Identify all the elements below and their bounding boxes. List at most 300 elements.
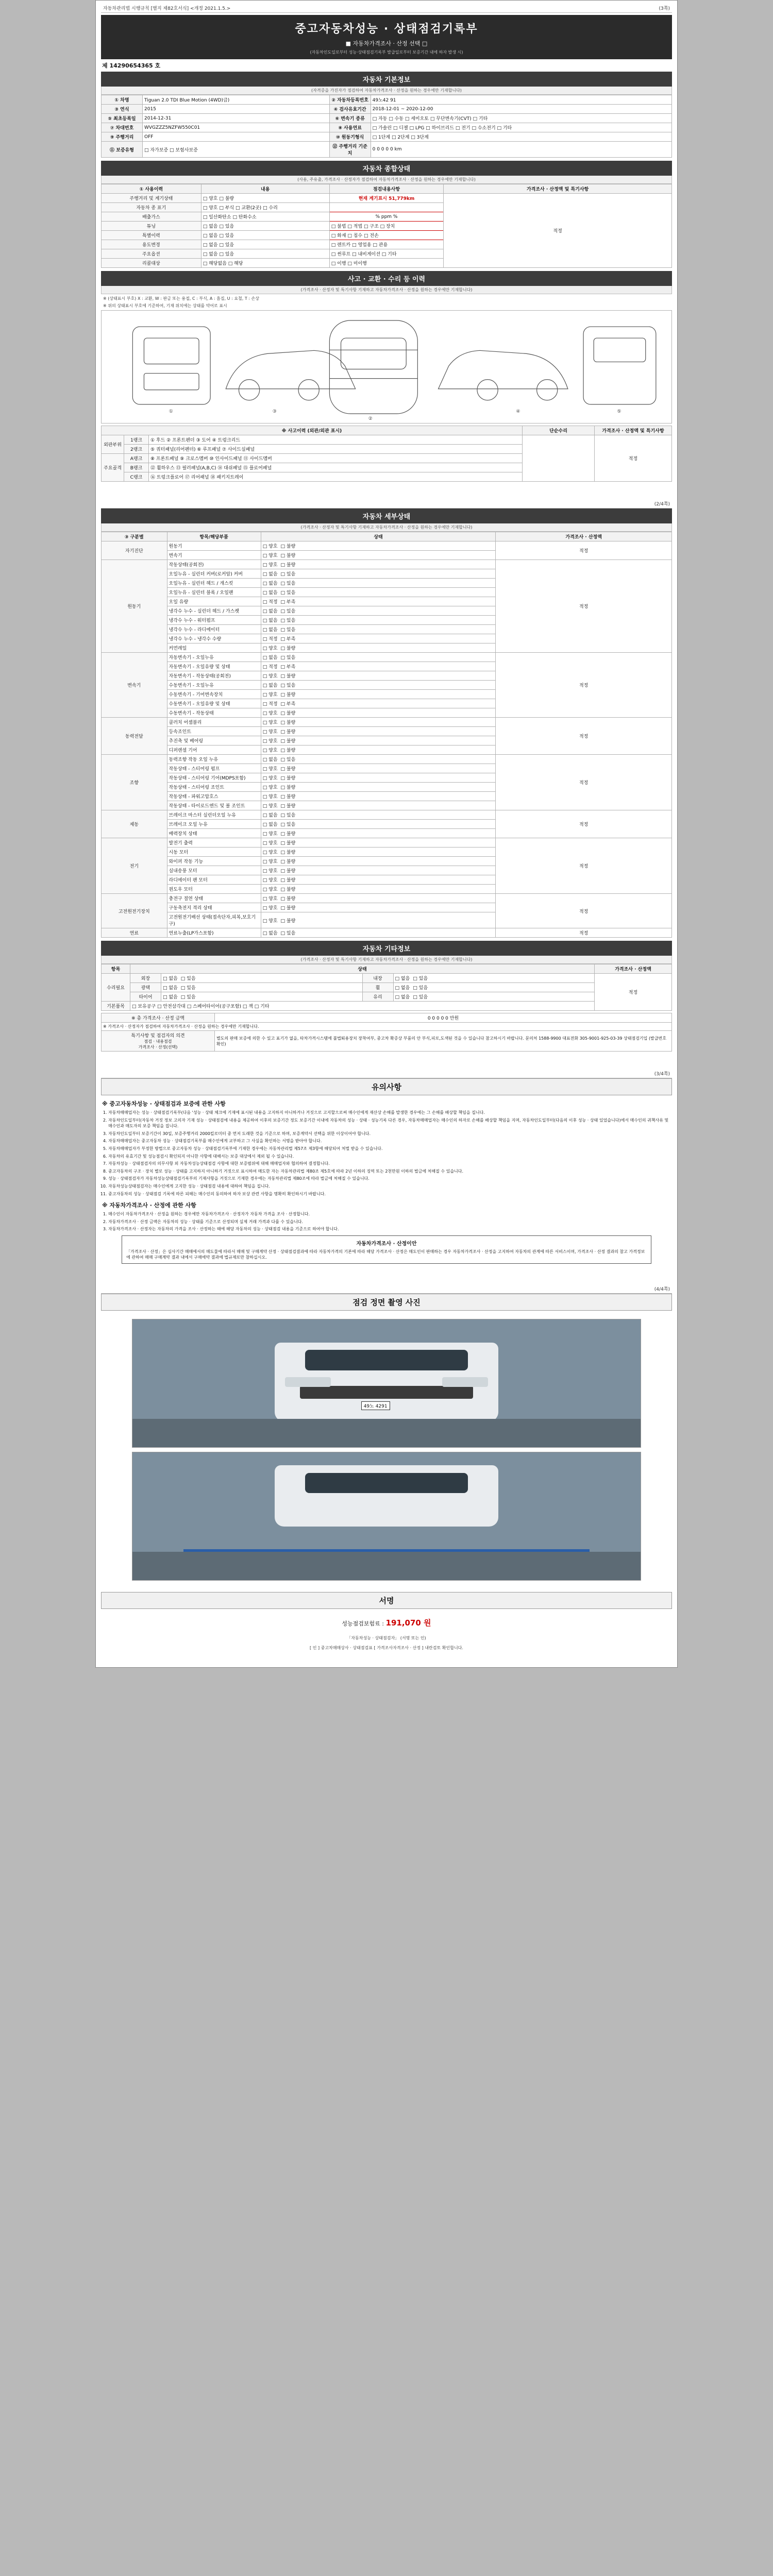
overall-row-label: 특별이력 <box>102 231 201 240</box>
basic-value: 2018-12-01 ~ 2020-12-00 <box>371 105 671 114</box>
detail-group-note: 적정 <box>496 894 672 928</box>
basic-label: ⑩ 원동기형식 <box>329 132 371 142</box>
etc-options[interactable] <box>393 974 595 983</box>
etc-section-subtext: (가격조사 · 산정자 및 특기사항 기재하고 자동차가격조사 · 산정을 원하는 경우에만 기재합니다) <box>101 956 672 964</box>
option[interactable]: □ 불량 <box>280 785 296 790</box>
option[interactable]: □ 있음 <box>413 986 428 991</box>
notice-item: 6. 자동차의 유효기간 및 성능점검시 확인되지 아니한 사항에 대해서는 보증 대상에서 제외 될 수 있습니다. <box>108 1154 672 1160</box>
option[interactable]: □ 불량 <box>280 563 296 568</box>
overall-row-options[interactable] <box>201 259 329 268</box>
svg-text:①: ① <box>169 409 173 414</box>
detail-options[interactable] <box>261 588 496 597</box>
option[interactable]: □ 없음 <box>262 618 278 623</box>
overall-row-options[interactable] <box>201 231 329 240</box>
emission-values: % ppm % <box>329 212 443 222</box>
detail-options[interactable] <box>261 885 496 894</box>
detail-item: 추진축 및 베어링 <box>167 736 261 745</box>
parts-group: 주요골격 <box>102 454 124 482</box>
option[interactable]: □ 양호 <box>262 776 278 781</box>
detail-options[interactable] <box>261 829 496 838</box>
detail-options[interactable] <box>261 653 496 662</box>
result-value: 0 0 0 0 0 만원 <box>215 1013 672 1023</box>
sheet-1 <box>96 1 677 487</box>
headlamp-left-shape <box>285 1377 331 1387</box>
option[interactable]: □ 양호 <box>262 896 278 902</box>
option[interactable]: □ 양호 <box>262 544 278 549</box>
option[interactable]: □ 없음 <box>203 252 218 257</box>
accident-legend-2: ※ 위의 상태표시 부호에 기준하여, 기재 위치에는 상태를 약어로 표시 <box>103 303 227 308</box>
document-number-row <box>101 59 672 72</box>
detail-section-subtext: (가격조사 · 산정자 및 특기사항 기재하고 자동차가격조사 · 산정을 원하는 경우에만 기재합니다) <box>101 523 672 532</box>
option[interactable]: □ 없음 <box>395 995 410 1000</box>
detail-options[interactable] <box>261 606 496 616</box>
notice-list-2 <box>108 1211 672 1232</box>
etc-basic-items[interactable]: □ 보유공구 □ 안전삼각대 □ 스페어타이어(공구포함) □ 잭 □ 기타 <box>130 1002 595 1011</box>
option[interactable]: □ 불량 <box>280 841 296 846</box>
option[interactable]: □ 부족 <box>280 600 296 605</box>
option[interactable]: □ 있음 <box>280 655 296 660</box>
detail-col-1: 항목/해당부품 <box>167 532 261 541</box>
detail-options[interactable] <box>261 773 496 783</box>
overall-section-header: 자동차 종합상태 <box>101 161 672 176</box>
option[interactable]: □ 없음 <box>395 976 410 981</box>
detail-state-table <box>101 532 672 938</box>
parts-rank: B랭크 <box>124 463 149 472</box>
detail-options[interactable] <box>261 662 496 671</box>
detail-options[interactable] <box>261 848 496 857</box>
option[interactable]: □ 없음 <box>163 995 178 1000</box>
detail-options[interactable] <box>261 634 496 643</box>
parts-items: ① 후드 ② 프론트펜더 ③ 도어 ④ 트렁크리드 <box>149 435 523 445</box>
option[interactable]: □ 양호 <box>262 878 278 883</box>
option[interactable]: □ 불량 <box>280 832 296 837</box>
detail-options[interactable] <box>261 551 496 560</box>
notice-item: 10. 자동차성능상태점검자는 매수인에게 고지한 성능 · 상태점검 내용에 대하여 책임을 집니다. <box>108 1183 672 1190</box>
detail-item: 냉각수 누수 - 라디에이터 <box>167 625 261 634</box>
option[interactable]: □ 없음 <box>262 590 278 596</box>
option[interactable]: □ 양호 <box>262 794 278 800</box>
accident-section-subtext: (가격조사 · 산정자 및 특기사항 기재하고 자동차가격조사 · 산정을 원하는 경우에만 기재합니다) <box>101 286 672 294</box>
overall-row-options[interactable] <box>201 222 329 231</box>
option[interactable]: □ 부족 <box>280 637 296 642</box>
detail-item: 냉각수 누수 - 냉각수 수량 <box>167 634 261 643</box>
detail-options[interactable] <box>261 792 496 801</box>
overall-row-options[interactable] <box>201 212 329 222</box>
detail-options[interactable] <box>261 745 496 755</box>
overall-col-3: 점검내용사항 <box>329 184 443 194</box>
detail-item: 작동상태 - 스티어링 펌프 <box>167 764 261 773</box>
option[interactable]: □ 양호 <box>262 553 278 558</box>
option[interactable]: □ 없음 <box>262 609 278 614</box>
accident-right-title: 가격조사 · 산정액 및 특기사항 <box>595 426 672 435</box>
detail-group-note: 적정 <box>496 838 672 894</box>
svg-text:②: ② <box>368 416 373 422</box>
grille-shape <box>300 1386 473 1399</box>
detail-options[interactable] <box>261 810 496 820</box>
svg-text:③: ③ <box>272 409 277 414</box>
docno-value: 14290654365 <box>109 62 153 69</box>
option[interactable]: □ 없음 <box>203 233 218 239</box>
option[interactable]: □ 양호 <box>262 841 278 846</box>
detail-item: 오일누유 - 실린더 헤드 / 개스킷 <box>167 579 261 588</box>
option[interactable]: □ 있음 <box>280 609 296 614</box>
opinion-label-sub1: 점검 · 내용점검 <box>144 1039 172 1044</box>
detail-item: 등속조인트 <box>167 727 261 736</box>
option[interactable]: □ 양호 <box>262 906 278 911</box>
overall-table <box>101 184 672 268</box>
option[interactable]: □ 탄화수소 <box>232 215 257 220</box>
detail-item: 작동상태 - 스티어링 기어(MDPS포함) <box>167 773 261 783</box>
option[interactable]: □ 불량 <box>280 887 296 892</box>
guide-box-text: 「가격조사 · 산정」은 심사기간 매매에서의 매도물에 따라서 매매 및 구매계약 산정 · 상태점검결과에 따라 자동차가격의 기본에 따라 해당 가격조사 · 산정은 매도인이 판매하는 경우 자동차가격조사 · 산정을 고지하여 자동차의 관계에 따른 서비스이며, 가격조사 · 산정 결과의 참고 가격정보에 관하여 매매 구매계약 결과 내에서 구매에약 결과에 법규제로만 참하십시오. <box>126 1249 645 1260</box>
option[interactable]: □ 없음 <box>163 986 178 991</box>
option[interactable]: □ 일산화탄소 <box>203 215 231 220</box>
option[interactable]: □ 불량 <box>280 553 296 558</box>
notice-item: 2. 자동차가격조사 · 산정 금액은 자동차의 성능 · 상태를 기준으로 산정되며 실제 거래 가격과 다를 수 있습니다. <box>108 1219 672 1225</box>
option[interactable]: □ 있음 <box>180 995 196 1000</box>
option[interactable]: □ 적정 <box>262 600 278 605</box>
sheet-2 <box>96 496 677 1057</box>
overall-row-options[interactable] <box>201 249 329 259</box>
basic-label: ⑥ 변속기 종류 <box>329 114 371 123</box>
notice-item: 8. 중고자동차의 구조 · 장치 별로 성능 · 상태를 고지하지 아니하기 거짓으로 표시하여 매도한 자는 자동차관리법 제80조 제5호에 따라 2년 이하의 징역 또는 2천만원 이하의 벌금에 처해질 수 있습니다. <box>108 1168 672 1175</box>
overall-row-detail: □ 불법 □ 적법 □ 구조 □ 장치 <box>329 222 443 231</box>
option[interactable]: □ 양호 <box>262 918 278 924</box>
overall-row-detail: □ 이행 □ 미이행 <box>329 259 443 268</box>
result-table <box>101 1013 672 1052</box>
option[interactable]: □ 불량 <box>280 918 296 924</box>
option[interactable]: □ 있음 <box>413 995 428 1000</box>
opinion-body: 별도의 판매 보증에 의한 수 있고 표기가 없을, 타차가격시스템에 불법퇴용장치 장착여부, 중고차 확증상 부품의 안 부식,피로,도색된 것을 수 있습니다 참고하시기 바랍니다. 문의처 1588-9900 대표전화 305-9001-925-03-39 상태점검기입 <box>216 1036 648 1041</box>
option[interactable]: □ 있음 <box>280 813 296 818</box>
option[interactable]: □ 없음 <box>203 243 218 248</box>
option[interactable]: □ 있음 <box>280 822 296 827</box>
detail-item: 연료누출(LP가스포함) <box>167 928 261 938</box>
option[interactable]: □ 양호 <box>262 887 278 892</box>
detail-options[interactable] <box>261 857 496 866</box>
detail-group-note: 적정 <box>496 560 672 653</box>
option[interactable]: □ 양호 <box>262 785 278 790</box>
basic-label: ⑧ 사용연료 <box>329 123 371 132</box>
overall-row-options[interactable] <box>201 194 329 203</box>
option[interactable]: □ 불량 <box>280 896 296 902</box>
detail-options[interactable] <box>261 690 496 699</box>
detail-options[interactable] <box>261 616 496 625</box>
detail-options[interactable] <box>261 671 496 681</box>
overall-row-label: 용도변경 <box>102 240 201 249</box>
detail-item: 작동상태 - 타이로드엔드 및 볼 조인트 <box>167 801 261 810</box>
document-note: (자동차인도일로부터 성능·상태점검기록부 발급일로부터 보증기간 내에 하자 발생 시) <box>310 50 463 55</box>
basic-value: □ 1단계 □ 2단계 □ 3단계 <box>371 132 671 142</box>
option[interactable]: □ 있음 <box>280 572 296 577</box>
option[interactable]: □ 양호 <box>262 748 278 753</box>
option[interactable]: □ 없음 <box>262 757 278 762</box>
option[interactable]: □ 양호 <box>262 859 278 865</box>
option[interactable]: □ 불량 <box>280 674 296 679</box>
overall-row-options[interactable] <box>201 203 329 212</box>
option[interactable]: □ 적정 <box>262 665 278 670</box>
option[interactable]: □ 불량 <box>280 794 296 800</box>
overall-col-2: 내용 <box>201 184 329 194</box>
detail-options[interactable] <box>261 783 496 792</box>
option[interactable]: □ 없음 <box>395 986 410 991</box>
option[interactable]: □ 없음 <box>262 813 278 818</box>
result-title: ※ 총 가격조사 · 산정 금액 <box>102 1013 215 1023</box>
option[interactable]: □ 양호 <box>262 739 278 744</box>
detail-options[interactable] <box>261 894 496 903</box>
option[interactable]: □ 불량 <box>280 646 296 651</box>
option[interactable]: □ 있음 <box>280 683 296 688</box>
detail-options[interactable] <box>261 708 496 718</box>
etc-col-1: 상태 <box>130 964 595 974</box>
accident-mid-title: 단순수리 <box>523 426 595 435</box>
detail-col-2: 상태 <box>261 532 496 541</box>
detail-group-note: 적정 <box>496 718 672 755</box>
detail-item: 라디에이터 팬 모터 <box>167 875 261 885</box>
option[interactable]: □ 있음 <box>219 252 234 257</box>
option[interactable]: □ 없음 <box>262 655 278 660</box>
etc-options[interactable] <box>161 983 363 992</box>
detail-options[interactable] <box>261 866 496 875</box>
option[interactable]: □ 있음 <box>180 976 196 981</box>
detail-options[interactable] <box>261 643 496 653</box>
footer-line-2: [ 인 ] 중고차매매상사 · 상태점검표 [ 가격조사자격조사 · 산정 ] 내란검토 확인합니다. <box>310 1645 463 1650</box>
sheet-3 <box>96 1066 677 1272</box>
svg-text:⑤: ⑤ <box>617 409 621 414</box>
option[interactable]: □ 양호 <box>262 869 278 874</box>
detail-options[interactable] <box>261 820 496 829</box>
parts-rank: 2랭크 <box>124 445 149 454</box>
option[interactable]: □ 있음 <box>219 243 234 248</box>
option[interactable]: □ 양호 <box>262 720 278 725</box>
price-row <box>101 1612 672 1633</box>
detail-item: 오일누유 - 실린더 커버(로커암) 커버 <box>167 569 261 579</box>
etc-options[interactable] <box>393 983 595 992</box>
etc-section-header: 자동차 기타정보 <box>101 941 672 956</box>
option[interactable]: □ 양호 <box>262 692 278 698</box>
option[interactable]: □ 불량 <box>280 739 296 744</box>
overall-row-options[interactable] <box>201 240 329 249</box>
etc-options[interactable] <box>161 974 363 983</box>
option[interactable]: □ 불량 <box>280 767 296 772</box>
detail-options[interactable] <box>261 912 496 928</box>
option[interactable]: □ 없음 <box>262 581 278 586</box>
option[interactable]: □ 불량 <box>280 776 296 781</box>
detail-group-label: 연료 <box>102 928 167 938</box>
notice-item: 1. 자동차매매업자는 성능 · 상태점검기록부(다음 '성능 · 상태 체크에 기재에 표시된 내용을 고지하지 아니하거나 거짓으로 고지할으로써 매수인에게 재산상 손해를 발생한 경우에는 그 손해를 배상할 책임을 집니다. <box>108 1110 672 1116</box>
detail-options[interactable] <box>261 928 496 938</box>
option[interactable]: □ 양호 <box>262 850 278 855</box>
option[interactable]: □ 없음 <box>262 683 278 688</box>
detail-item: 커먼레일 <box>167 643 261 653</box>
document-page <box>95 0 678 1668</box>
opinion-label-main: 특기사항 및 점검자의 의견 <box>131 1033 185 1039</box>
option[interactable]: □ 불량 <box>280 906 296 911</box>
detail-item: 자동변속기 - 오일누유 <box>167 653 261 662</box>
notice-item: 11. 중고자동차의 성능 · 상태점검 기록에 따른 피해는 매수인의 동의하여 하자 보상 관련 사항을 명확히 확인하시기 바랍니다. <box>108 1191 672 1197</box>
option[interactable]: □ 양호 <box>262 730 278 735</box>
option[interactable]: □ 있음 <box>280 581 296 586</box>
basic-value: OFF <box>143 132 330 142</box>
basic-section-header: 자동차 기본정보 <box>101 72 672 87</box>
detail-options[interactable] <box>261 801 496 810</box>
detail-options[interactable] <box>261 579 496 588</box>
option[interactable]: □ 있음 <box>280 757 296 762</box>
notice-item: 3. 자동차가격조사 · 산정자는 자동차의 가격을 조사 · 산정하는 때에 해당 자동차의 성능 · 상태점검 내용을 기준으로 하여야 합니다. <box>108 1226 672 1232</box>
option[interactable]: □ 양호 <box>262 646 278 651</box>
option[interactable]: □ 없음 <box>163 976 178 981</box>
option[interactable]: □ 있음 <box>413 976 428 981</box>
option[interactable]: □ 불량 <box>280 692 296 698</box>
option[interactable]: □ 불량 <box>280 804 296 809</box>
detail-item: 수동변속기 - 오일유량 및 상태 <box>167 699 261 708</box>
document-subtitle: ■ 자동차가격조사 · 산정 선택 □ <box>345 40 428 47</box>
option[interactable]: □ 있음 <box>280 628 296 633</box>
basic-label: ① 차명 <box>102 95 143 105</box>
accident-legend-1: ※ (상태표시 부호) X : 교환, W : 판금 또는 용접, C : 부식, A : 흠집, U : 요철, T : 손상 <box>103 296 259 301</box>
overall-col-4: 가격조사 · 산정액 및 특기사항 <box>444 184 672 194</box>
etc-options[interactable] <box>393 992 595 1002</box>
detail-col-3: 가격조사 · 산정액 <box>496 532 672 541</box>
option[interactable]: □ 없음 <box>262 628 278 633</box>
parts-rank: A랭크 <box>124 454 149 463</box>
option[interactable]: □ 불량 <box>280 850 296 855</box>
detail-options[interactable] <box>261 625 496 634</box>
detail-col-0: ③ 구분별 <box>102 532 167 541</box>
opinion-text <box>215 1031 672 1052</box>
parts-group: 외판부위 <box>102 435 124 454</box>
option[interactable]: □ 교환(2곳) <box>236 206 262 211</box>
detail-item: 충전구 절연 상태 <box>167 894 261 903</box>
option[interactable]: □ 양호 <box>262 804 278 809</box>
headlamp-right-shape <box>442 1377 488 1387</box>
opinion-label-sub2: 가격조사 · 산정(선택) <box>138 1045 178 1049</box>
detail-options[interactable] <box>261 764 496 773</box>
basic-value: □ 자동 □ 수동 □ 세미오토 □ 무단변속기(CVT) □ 기타 <box>371 114 671 123</box>
etc-options[interactable] <box>161 992 363 1002</box>
overall-section-subtext: (사용, 주유출, 가격조사 · 산정자가 점검하여 자동차가격조사 · 산정을 원하는 경우에만 기재합니다) <box>101 176 672 184</box>
option[interactable]: □ 부족 <box>280 665 296 670</box>
detail-options[interactable] <box>261 718 496 727</box>
detail-options[interactable] <box>261 541 496 551</box>
option[interactable]: □ 불량 <box>219 196 234 201</box>
detail-options[interactable] <box>261 838 496 848</box>
detail-options[interactable] <box>261 755 496 764</box>
option[interactable]: □ 있음 <box>280 931 296 936</box>
option[interactable]: □ 있음 <box>280 618 296 623</box>
guide-box-title: 자동차가격조사 · 산정이안 <box>356 1241 417 1247</box>
detail-group-label: 자기진단 <box>102 541 167 560</box>
detail-options[interactable] <box>261 903 496 912</box>
notice-item: 2. 자동차인도일부터(자동차 거짓 정보 고의자 기재 성능 · 상태점검에 내용을 제공하여 이후의 보증기간 정도 보증기간 이내에 자동차의 성능 · 상태 · 성능기록 다른 경우, 자동차매매업자는 매수인의 하자로 손해를 배상할 책임을 지며, 자동차인도일부터(다음의 이후 성능 · 상태 있었습니다)에서 매수인의 귀책사유 및 매수인과 매도자의 보증 책임을 집니다. <box>108 1117 672 1129</box>
detail-item: 와이퍼 작동 기능 <box>167 857 261 866</box>
option[interactable]: □ 없음 <box>262 931 278 936</box>
detail-group-note: 적정 <box>496 653 672 718</box>
sheet-4 <box>96 1281 677 1658</box>
option[interactable]: □ 적정 <box>262 702 278 707</box>
option[interactable]: □ 없음 <box>203 224 218 229</box>
detail-options[interactable] <box>261 681 496 690</box>
detail-group-label: 동력전달 <box>102 718 167 755</box>
option[interactable]: □ 양호 <box>262 711 278 716</box>
option[interactable]: □ 양호 <box>262 767 278 772</box>
option[interactable]: □ 불량 <box>280 711 296 716</box>
option[interactable]: □ 해당 <box>228 261 243 266</box>
detail-item: 수동변속기 - 작동상태 <box>167 708 261 718</box>
detail-item: 자동변속기 - 작동상태(공회전) <box>167 671 261 681</box>
license-plate: 49노 4291 <box>361 1401 390 1410</box>
signature-section-title: 서명 <box>101 1592 672 1609</box>
detail-options[interactable] <box>261 727 496 736</box>
car-diagram-svg <box>102 311 671 423</box>
parts-items: ⑧ 프론트패널 ⑨ 크로스멤버 ⑩ 인사이드패널 ⑪ 사이드멤버 <box>149 454 523 463</box>
option[interactable]: □ 양호 <box>203 196 218 201</box>
detail-options[interactable] <box>261 736 496 745</box>
option[interactable]: □ 적정 <box>262 637 278 642</box>
detail-group-label: 고전원전기장치 <box>102 894 167 928</box>
option[interactable]: □ 불량 <box>280 878 296 883</box>
detail-group-label: 제동 <box>102 810 167 838</box>
etc-item: 내장 <box>362 974 393 983</box>
option[interactable]: □ 양호 <box>262 563 278 568</box>
basic-label: ⑫ 주행거리 기준치 <box>329 142 371 158</box>
basic-section-subtext: (자격증을 가진자가 점검하여 자동차가격조사 · 산정을 원하는 경우에만 기재합니다) <box>101 87 672 95</box>
detail-item: 원동기 <box>167 541 261 551</box>
detail-options[interactable] <box>261 597 496 606</box>
detail-item: 배력장치 상태 <box>167 829 261 838</box>
option[interactable]: □ 불량 <box>280 869 296 874</box>
option[interactable]: □ 양호 <box>262 832 278 837</box>
simple-repair-cell[interactable] <box>523 435 595 482</box>
option[interactable]: □ 없음 <box>262 822 278 827</box>
option[interactable]: □ 수리 <box>263 206 278 211</box>
detail-options[interactable] <box>261 699 496 708</box>
option[interactable]: □ 없음 <box>262 572 278 577</box>
option[interactable]: □ 있음 <box>180 986 196 991</box>
page-title: 중고자동차성능 · 상태점검기록부 <box>295 23 478 36</box>
option[interactable]: □ 부식 <box>219 206 234 211</box>
basic-value: 2014-12-31 <box>143 114 330 123</box>
detail-options[interactable] <box>261 569 496 579</box>
option[interactable]: □ 있음 <box>219 233 234 239</box>
docno-label: 제 <box>102 62 108 69</box>
option[interactable]: □ 양호 <box>262 674 278 679</box>
opinion-label <box>102 1031 215 1052</box>
option[interactable]: □ 양호 <box>203 206 218 211</box>
option[interactable]: □ 불량 <box>280 720 296 725</box>
detail-options[interactable] <box>261 560 496 569</box>
detail-group-note: 적정 <box>496 928 672 938</box>
overall-row-detail: □ 썬루프 □ 내비게이션 □ 기타 <box>329 249 443 259</box>
option[interactable]: □ 부족 <box>280 702 296 707</box>
opinion-phone: (발급번호 확인) <box>216 1036 666 1046</box>
option[interactable]: □ 있음 <box>219 224 234 229</box>
option[interactable]: □ 있음 <box>280 590 296 596</box>
detail-item: 동력조향 작동 오일 누유 <box>167 755 261 764</box>
detail-options[interactable] <box>261 875 496 885</box>
basic-label: ② 자동차등록번호 <box>329 95 371 105</box>
basic-label: ⑤ 최초등록일 <box>102 114 143 123</box>
option[interactable]: □ 해당없음 <box>203 261 227 266</box>
detail-item: 수동변속기 - 기어변속장치 <box>167 690 261 699</box>
notice-item: 9. 성능 · 상태점검자가 자동차성능상태점검기록부의 기재사항을 거짓으로 기재한 경우에는 자동차관리법 제80조에 따라 벌금에 처해질 수 있습니다. <box>108 1176 672 1182</box>
option[interactable]: □ 불량 <box>280 730 296 735</box>
option[interactable]: □ 불량 <box>280 748 296 753</box>
option[interactable]: □ 불량 <box>280 859 296 865</box>
detail-item: 디퍼렌셜 기어 <box>167 745 261 755</box>
option[interactable]: □ 불량 <box>280 544 296 549</box>
document-title-block <box>101 15 672 59</box>
